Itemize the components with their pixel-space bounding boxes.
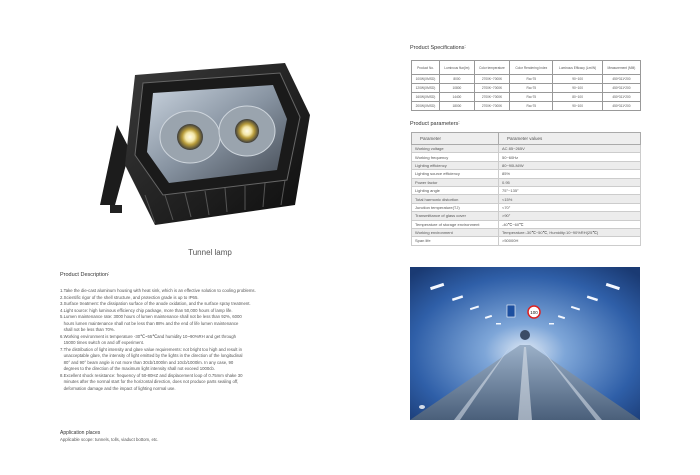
params-row	[412, 212, 641, 220]
param-name: Span life	[412, 237, 499, 245]
spec-cell: 120W(XMSD)	[412, 84, 440, 93]
params-row	[412, 195, 641, 203]
description-item: 8.Excellent shock resistance: frequency of 50-80HZ and displacement loop of 0.75mm shake 30	[60, 372, 243, 378]
spec-cell: 200W(XMSD)	[412, 102, 440, 111]
params-header-cell: Parameter values	[499, 133, 641, 145]
param-name: Lighting source efficiency	[412, 170, 499, 178]
spec-cell: 90~100	[553, 75, 603, 84]
description-item: degrees to the direction of the maximum light intensity shall not exceed 1000cb.	[60, 366, 216, 371]
spec-row	[412, 75, 641, 84]
spec-cell: 450*311*200	[602, 102, 640, 111]
product-name: Tunnel lamp	[188, 248, 232, 257]
param-name: Working voltage	[412, 145, 499, 153]
spec-cell: 2700K~7000K	[474, 75, 509, 84]
spec-cell: Ra>75	[510, 102, 553, 111]
description-item: 15000 times switch on and off experiment.	[60, 340, 144, 345]
params-title: Product parameters∶	[410, 121, 460, 127]
param-value: Temperature:-30℃~50℃, Humidity:10~90%RH(25℃)	[499, 228, 641, 236]
spec-cell: Ra>75	[510, 75, 553, 84]
params-row	[412, 228, 641, 236]
params-row	[412, 186, 641, 194]
param-name: Junction temperature(TJ)	[412, 203, 499, 211]
param-value: <70°	[499, 203, 641, 211]
spec-cell: 2700K~7000K	[474, 93, 509, 102]
param-name: Working environment	[412, 228, 499, 236]
param-name: Power factor	[412, 178, 499, 186]
params-row	[412, 170, 641, 178]
spec-cell: 8000	[440, 75, 475, 84]
params-row	[412, 220, 641, 228]
spec-title: Product Specifications∶	[410, 45, 466, 51]
spec-cell: 160W(XMSD)	[412, 93, 440, 102]
description-item: 3.Surface treatment: the dissipation surface of the anode oxidation, and the surface spray treatment.	[60, 301, 251, 306]
params-table	[411, 132, 641, 246]
spec-cell: 14400	[440, 93, 475, 102]
params-row	[412, 161, 641, 169]
params-header-cell: Parameter	[412, 133, 499, 145]
description-item: unacceptable glare, the intensity of light emitted by the lights in the direction of the longitudinal	[60, 353, 243, 358]
spec-cell: 450*311*200	[602, 84, 640, 93]
application-text: Applicable scope: tunnels, tolls, viaduct bottom, etc.	[60, 437, 159, 442]
description-list	[60, 288, 305, 392]
spec-cell: 80~100	[553, 93, 603, 102]
spec-header-cell: Measurement (MM)	[602, 61, 640, 75]
description-item: deformation damage and the impact of lighting normal use.	[60, 385, 176, 391]
params-row	[412, 153, 641, 161]
param-value: 80~90LM/W	[499, 161, 641, 169]
param-value: <15%	[499, 195, 641, 203]
param-name: Lighting angle	[412, 186, 499, 194]
param-name: Transmittance of glass cover	[412, 212, 499, 220]
spec-row	[412, 102, 641, 111]
params-row	[412, 178, 641, 186]
spec-header-cell: Product No.	[412, 61, 440, 75]
spec-header-cell: Color temperature	[474, 61, 509, 75]
spec-row	[412, 84, 641, 93]
params-header-row	[412, 133, 641, 145]
spec-header-row	[412, 61, 641, 75]
description-title: Product Description∶	[60, 272, 110, 278]
spec-cell: 450*311*200	[602, 75, 640, 84]
description-item: 5.Lumen maintenance rate: 3000 hours of lumen maintenance shall not be less than 92%, 6000	[60, 314, 242, 319]
spec-cell: 90~100	[553, 102, 603, 111]
param-value: >50000H	[499, 237, 641, 245]
spec-row	[412, 93, 641, 102]
param-value: AC 85~265V	[499, 145, 641, 153]
spec-cell: 100W(XMSD)	[412, 75, 440, 84]
description-item: 2.Scientific rigor of the shell structure, and protection grade is up to IP65.	[60, 294, 199, 300]
description-item: shall not be less than 70%.	[60, 327, 115, 332]
spec-header-cell: Color Rendering Index	[510, 61, 553, 75]
spec-header-cell: Luminous flux(lm)	[440, 61, 475, 75]
tunnel-photo	[410, 267, 640, 420]
spec-cell: 450*311*200	[602, 93, 640, 102]
params-row	[412, 145, 641, 153]
param-name: Temperature of storage environment	[412, 220, 499, 228]
spec-header-cell: Luminous Efficacy (Lm/W)	[553, 61, 603, 75]
param-value: >90°	[499, 212, 641, 220]
param-name: Total harmonic distortion	[412, 195, 499, 203]
application-title: Application places	[60, 430, 101, 436]
spec-cell: Ra>75	[510, 93, 553, 102]
params-row	[412, 203, 641, 211]
description-item: 6.Working environment is temperature -30℃~55℃and humidity 10~90%RH and get through	[60, 333, 237, 339]
spec-cell: 2700K~7000K	[474, 84, 509, 93]
spec-cell: Ra>75	[510, 84, 553, 93]
description-item: 7.The distribution of light intensity and glare value requirements: not bright too high and result in	[60, 346, 243, 352]
spec-cell: 18000	[440, 102, 475, 111]
description-item: 80° and 90° beam angle is not more than 30cb/1000lm and 10cb/1000lm. In any case, 90	[60, 359, 234, 365]
param-value: 85%	[499, 170, 641, 178]
param-value: 0.95	[499, 178, 641, 186]
param-name: Working frequency	[412, 153, 499, 161]
tunnel-lamp-photo	[95, 55, 325, 240]
param-value: 50~60Hz	[499, 153, 641, 161]
description-item: hours lumen maintenance shall not be less than 88% and the end of life lumen maintenance	[60, 320, 239, 326]
param-name: Lighting efficiency	[412, 161, 499, 169]
spec-cell: 10800	[440, 84, 475, 93]
description-item: 1.Take the die-cast aluminum housing with heat sink, which is an effective solution to cooling problems.	[60, 288, 256, 293]
spec-cell: 2700K~7000K	[474, 102, 509, 111]
params-row	[412, 237, 641, 245]
param-value: -40℃~60℃	[499, 220, 641, 228]
param-value: 75°~135°	[499, 186, 641, 194]
description-item: minutes after the normal start for the horizontal direction, does not produce parts sealing off,	[60, 379, 239, 384]
spec-table	[411, 60, 641, 111]
description-item: 4.Light source: high luminous efficiency chip package, more than 50,000 hours of lamp life.	[60, 307, 233, 313]
speed-limit-sign: 100	[530, 310, 538, 315]
spec-cell: 90~100	[553, 84, 603, 93]
